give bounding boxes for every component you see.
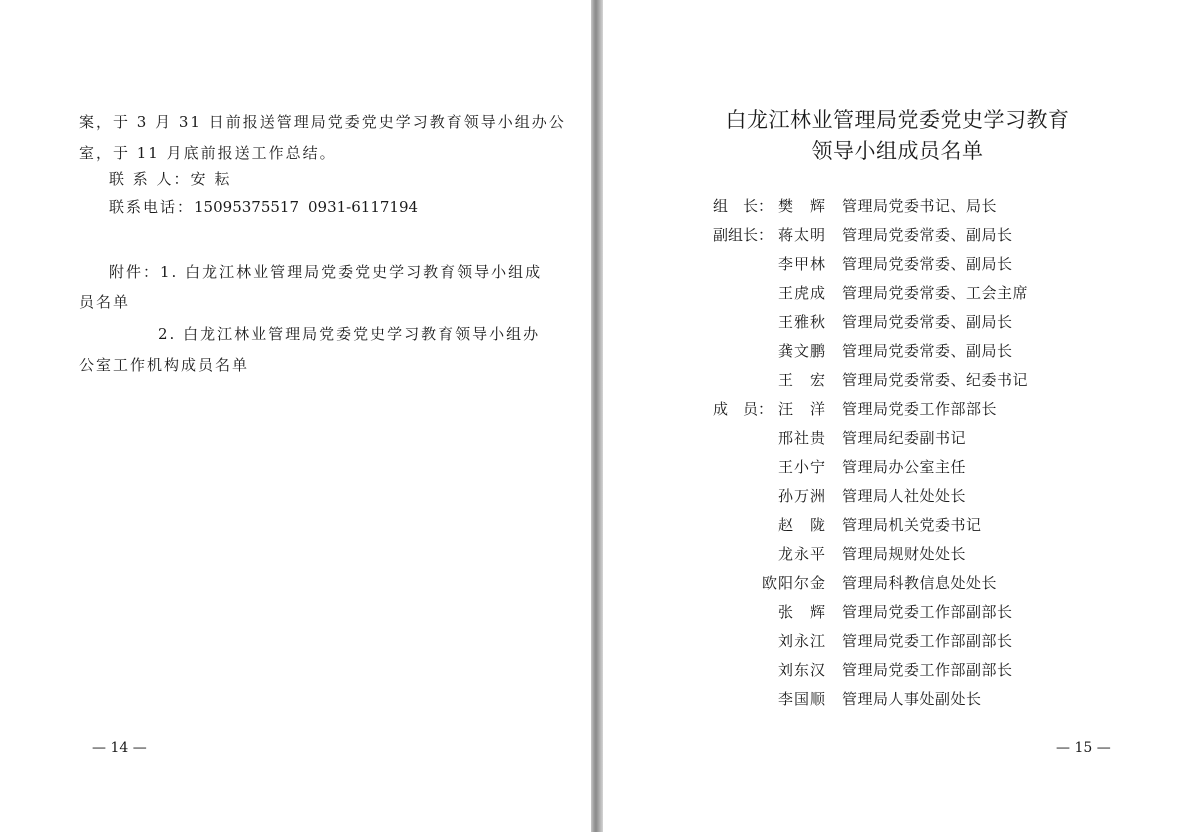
roster-row: [603, 660, 1192, 680]
roster-member-name: 王小宁: [778, 458, 827, 476]
attachment-line: 公室工作机构成员名单: [79, 356, 250, 374]
roster-member-title: 管理局人事处副处长: [842, 690, 982, 708]
roster-row: [603, 283, 1192, 303]
roster-member-title: 管理局党委书记、局长: [842, 197, 998, 215]
page-gutter: [591, 0, 603, 832]
attachment-line: 附件：1. 白龙江林业管理局党委党史学习教育领导小组成: [109, 263, 543, 281]
roster-row: [603, 399, 1192, 419]
roster-role: 副组长：: [713, 226, 774, 244]
roster-row: [603, 515, 1192, 535]
page-number: — 15 —: [1056, 740, 1111, 756]
roster-role: 成 员：: [713, 400, 774, 418]
attachment-line: 员名单: [79, 293, 131, 311]
roster-member-name: 邢社贵: [778, 429, 827, 447]
roster-member-title: 管理局党委常委、副局长: [842, 255, 1013, 273]
roster-row: [603, 254, 1192, 274]
contact-person-label: 联 系 人：: [109, 170, 191, 188]
roster-member-title: 管理局党委工作部副部长: [842, 632, 1013, 650]
contact-phone-mobile: 15095375517: [194, 198, 299, 216]
contact-person-row: [109, 169, 231, 189]
paragraph-line: 室，于 11 月底前报送工作总结。: [79, 144, 337, 162]
roster-row: [603, 602, 1192, 622]
roster-member-name: 龚文鹏: [778, 342, 827, 360]
roster-member-name: 孙万洲: [778, 487, 827, 505]
roster-row: [603, 573, 1192, 593]
roster-row: [603, 544, 1192, 564]
roster-member-name: 蒋太明: [778, 226, 827, 244]
roster-member-name: 赵 陇: [778, 516, 827, 534]
attachment-line: 2. 白龙江林业管理局党委党史学习教育领导小组办: [158, 325, 541, 343]
roster-member-title: 管理局规财处处长: [842, 545, 967, 563]
roster-member-name: 王雅秋: [778, 313, 827, 331]
paragraph-line: 案，于 3 月 31 日前报送管理局党委党史学习教育领导小组办公: [79, 113, 566, 131]
roster-member-name: 汪 洋: [778, 400, 827, 418]
contact-phone-row: [109, 197, 429, 217]
roster-member-name: 张 辉: [778, 603, 827, 621]
roster-member-name: 刘东汉: [778, 661, 827, 679]
roster-member-name: 欧阳尔金: [762, 574, 827, 592]
roster-row: [603, 341, 1192, 361]
roster-member-title: 管理局党委常委、工会主席: [842, 284, 1029, 302]
roster-member-name: 王 宏: [778, 371, 827, 389]
roster-member-name: 樊 辉: [778, 197, 827, 215]
roster-row: [603, 428, 1192, 448]
document-subtitle: 领导小组成员名单: [811, 139, 984, 163]
page-number: — 14 —: [92, 740, 147, 756]
roster-member-title: 管理局党委常委、副局长: [842, 342, 1013, 360]
left-page: [0, 0, 591, 832]
roster-member-title: 管理局人社处处长: [842, 487, 967, 505]
roster-member-title: 管理局党委常委、副局长: [842, 313, 1013, 331]
roster-member-name: 刘永江: [778, 632, 827, 650]
roster-member-title: 管理局党委常委、纪委书记: [842, 371, 1029, 389]
contact-phone-office: 0931-6117194: [308, 198, 419, 216]
contact-person-name: 安 耘: [190, 170, 232, 188]
roster-member-title: 管理局科教信息处处长: [842, 574, 998, 592]
document-title: 白龙江林业管理局党委党史学习教育: [725, 108, 1070, 132]
roster-row: [603, 196, 1192, 216]
roster-row: [603, 631, 1192, 651]
roster-row: [603, 370, 1192, 390]
roster-row: [603, 457, 1192, 477]
roster-row: [603, 312, 1192, 332]
roster-row: [603, 689, 1192, 709]
roster-role: 组 长：: [713, 197, 774, 215]
roster-member-name: 李国顺: [778, 690, 827, 708]
roster-member-title: 管理局办公室主任: [842, 458, 967, 476]
roster-member-title: 管理局党委常委、副局长: [842, 226, 1013, 244]
contact-phone-label: 联系电话：: [109, 198, 195, 216]
roster-member-title: 管理局党委工作部部长: [842, 400, 998, 418]
right-page: [603, 0, 1192, 832]
roster-member-title: 管理局党委工作部副部长: [842, 661, 1013, 679]
roster-member-title: 管理局党委工作部副部长: [842, 603, 1013, 621]
roster-member-title: 管理局纪委副书记: [842, 429, 967, 447]
roster-row: [603, 486, 1192, 506]
roster-member-title: 管理局机关党委书记: [842, 516, 982, 534]
roster-member-name: 李甲林: [778, 255, 827, 273]
roster-member-name: 王虎成: [778, 284, 827, 302]
roster-row: [603, 225, 1192, 245]
roster-member-name: 龙永平: [778, 545, 827, 563]
